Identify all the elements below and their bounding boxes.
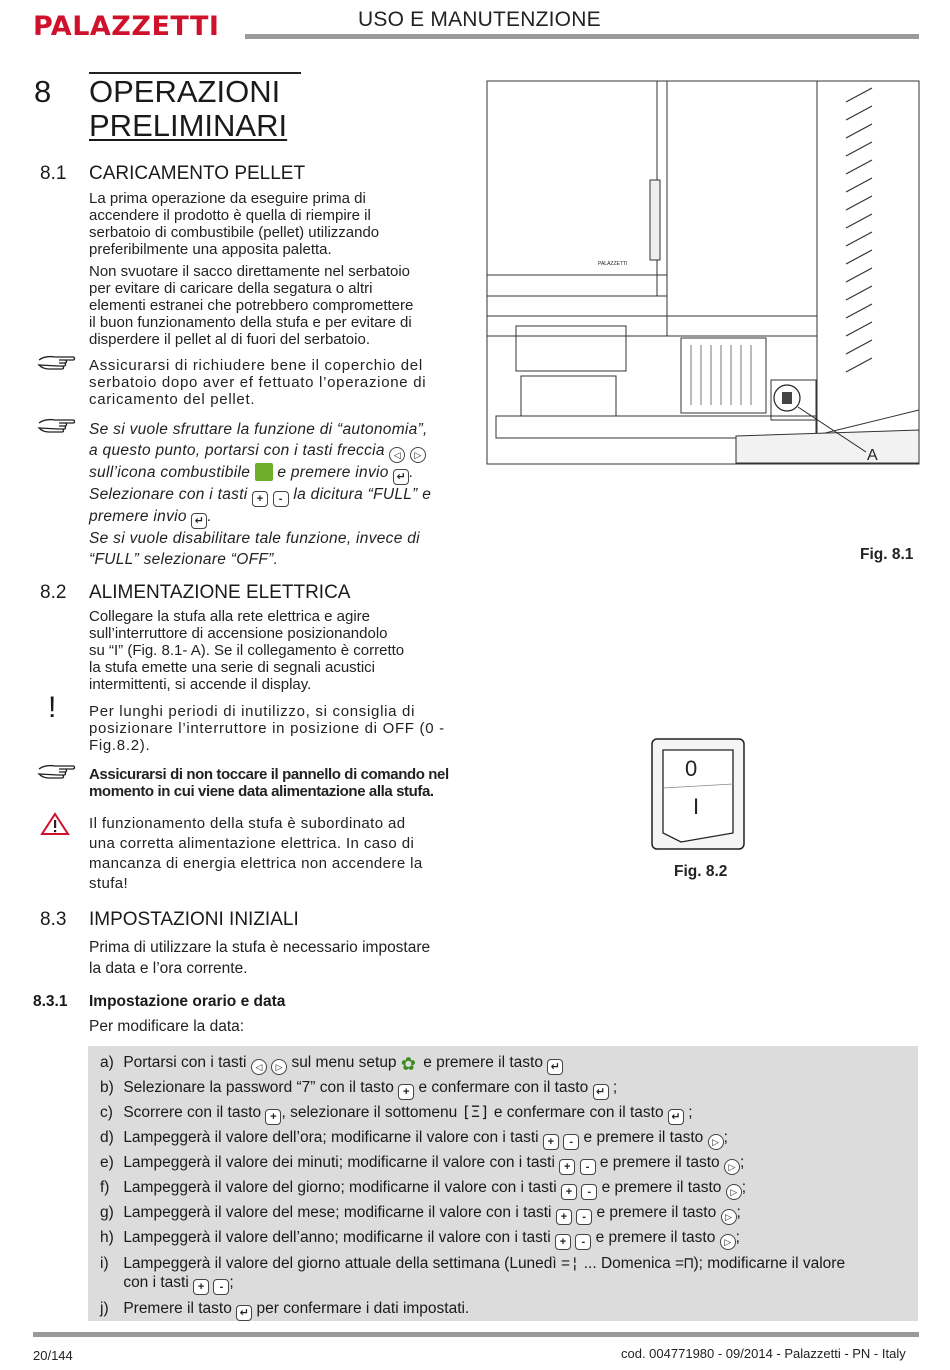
chapter-title [89, 75, 287, 143]
pointing-hand-icon [37, 415, 77, 437]
day-monday-icon: ¦ [570, 1254, 580, 1272]
enter-icon: ↵ [668, 1109, 684, 1125]
pointing-hand-icon [37, 352, 77, 374]
exclamation-icon: ! [48, 691, 57, 724]
enter-icon: ↵ [191, 513, 207, 529]
plus-icon: + [559, 1159, 575, 1175]
gear-icon: ✿ [400, 1054, 416, 1074]
section-title: ALIMENTAZIONE ELETTRICA [89, 582, 351, 603]
minus-icon: - [576, 1209, 592, 1225]
minus-icon: - [273, 491, 289, 507]
plus-icon: + [252, 491, 268, 507]
enter-icon: ↵ [393, 469, 409, 485]
chapter-number: 8 [34, 74, 52, 109]
switch-off-symbol: 0 [685, 756, 698, 781]
figure-caption: Fig. 8.2 [674, 863, 728, 880]
step-b: b) Selezionare la password “7” con il tasto + e confermare con il tasto ↵ ; [100, 1079, 618, 1098]
note-bold: Assicurarsi di non toccare il pannello di comando nel momento in cui viene data alimentazione alla stufa. [89, 766, 449, 800]
chapter-title-line1: OPERAZIONI [89, 74, 281, 109]
plus-icon: + [555, 1234, 571, 1250]
note-italic: Se si vuole sfruttare la funzione di “autonomia”, a questo punto, portarsi con i tasti freccia ◁ ▷ sull’icona combustibile e premere invio ↵ . Selezionare con i tasti + - la dicitura “FULL” e premere invio ↵ . [89, 421, 432, 527]
note-text: Assicurarsi di richiudere bene il coperchio del serbatoio dopo aver ef fettuato l’operazione di caricamento del pellet. [89, 357, 427, 408]
paragraph: Prima di utilizzare la stufa è necessario impostare la data e l’ora corrente. [89, 939, 431, 977]
enter-icon: ↵ [593, 1084, 609, 1100]
enter-icon: ↵ [236, 1305, 252, 1321]
paragraph: Non svuotare il sacco direttamente nel serbatoio per evitare di caricare della segatura o altri elementi estranei che potrebbero compromettere il buon funzionamento della stufa e per evitare di disperdere il pellet al di fuori del serbatoio. [89, 263, 414, 348]
plus-icon: + [398, 1084, 414, 1100]
document-code: cod. 004771980 - 09/2014 - Palazzetti - PN - Italy [621, 1346, 906, 1361]
arrow-right-icon: ▷ [410, 447, 426, 463]
plus-icon: + [193, 1279, 209, 1295]
warning-text: Per lunghi periodi di inutilizzo, si consiglia di posizionare l’interruttore in posizione di OFF (0 - Fig.8.2). [89, 703, 445, 754]
paragraph: La prima operazione da eseguire prima di accendere il prodotto è quella di riempire il serbatoio di combustibile (pellet) utilizzando preferibilmente una apposita paletta. [89, 190, 380, 258]
step-c: c) Scorrere con il tasto + , selezionare il sottomenu [Ξ] e confermare con il tasto ↵ ; [100, 1103, 693, 1123]
step-i: i) Lampeggerà il valore del giorno attuale della settimana (Lunedì =¦ ... Domenica =⊓); modificarne il valore con i tasti + - ; [100, 1254, 846, 1293]
day-sunday-icon: ⊓ [684, 1254, 694, 1272]
section-title: CARICAMENTO PELLET [89, 163, 306, 184]
plus-icon: + [265, 1109, 281, 1125]
subsection-intro: Per modificare la data: [89, 1018, 245, 1035]
step-a: a) Portarsi con i tasti ◁ ▷ sul menu setup ✿ e premere il tasto ↵ [100, 1053, 563, 1075]
plus-icon: + [543, 1134, 559, 1150]
arrow-right-icon: ▷ [726, 1184, 742, 1200]
subsection-title: Impostazione orario e data [89, 993, 286, 1010]
figure-caption: Fig. 8.1 [860, 546, 914, 563]
footer-rule [33, 1332, 919, 1337]
section-title: IMPOSTAZIONI INIZIALI [89, 909, 299, 930]
header-title: USO E MANUTENZIONE [358, 8, 601, 31]
minus-icon: - [580, 1159, 596, 1175]
power-switch-illustration [651, 738, 745, 850]
danger-icon [40, 812, 70, 836]
arrow-left-icon: ◁ [389, 447, 405, 463]
section-number: 8.1 [40, 163, 67, 184]
subsection-number: 8.3.1 [33, 993, 68, 1010]
brand-plate: PALAZZETTI [598, 261, 628, 267]
page-number: 20/144 [33, 1348, 73, 1363]
stove-illustration [486, 80, 920, 465]
chapter-title-line2: PRELIMINARI [89, 108, 288, 143]
step-j: j) Premere il tasto ↵ per confermare i dati impostati. [100, 1300, 470, 1319]
arrow-left-icon: ◁ [251, 1059, 267, 1075]
callout-a: A [867, 447, 878, 464]
fuel-icon [255, 463, 273, 481]
minus-icon: - [581, 1184, 597, 1200]
minus-icon: - [563, 1134, 579, 1150]
danger-text: Il funzionamento della stufa è subordinato ad una corretta alimentazione elettrica. In caso di mancanza di energia elettrica non accendere la stufa! [89, 815, 423, 892]
paragraph: Collegare la stufa alla rete elettrica e agire sull’interruttore di accensione posizionandolo su “I” (Fig. 8.1- A). Se il collegamento è corretto la stufa emette una serie di segnali acustici intermittenti, si accende il display. [89, 608, 405, 693]
step-d: d) Lampeggerà il valore dell’ora; modificarne il valore con i tasti + - e premere il tasto ▷ ; [100, 1129, 728, 1148]
arrow-right-icon: ▷ [724, 1159, 740, 1175]
section-number: 8.3 [40, 909, 67, 930]
enter-icon: ↵ [547, 1059, 563, 1075]
arrow-right-icon: ▷ [271, 1059, 287, 1075]
brand-logo: PALAZZETTI [33, 11, 220, 42]
pointing-hand-icon [37, 761, 77, 783]
plus-icon: + [561, 1184, 577, 1200]
submenu-clock-icon: [Ξ] [461, 1103, 490, 1121]
minus-icon: - [213, 1279, 229, 1295]
step-g: g) Lampeggerà il valore del mese; modificarne il valore con i tasti + - e premere il tasto ▷ ; [100, 1204, 741, 1223]
minus-icon: - [575, 1234, 591, 1250]
plus-icon: + [556, 1209, 572, 1225]
step-e: e) Lampeggerà il valore dei minuti; modificarne il valore con i tasti + - e premere il tasto ▷ ; [100, 1154, 745, 1173]
step-h: h) Lampeggerà il valore dell’anno; modificarne il valore con i tasti + - e premere il tasto ▷ ; [100, 1229, 740, 1248]
arrow-right-icon: ▷ [708, 1134, 724, 1150]
arrow-right-icon: ▷ [720, 1234, 736, 1250]
arrow-right-icon: ▷ [721, 1209, 737, 1225]
step-f: f) Lampeggerà il valore del giorno; modificarne il valore con i tasti + - e premere il tasto ▷ ; [100, 1179, 746, 1198]
note-italic: Se si vuole disabilitare tale funzione, invece di “FULL” selezionare “OFF”. [89, 530, 420, 568]
section-number: 8.2 [40, 582, 67, 603]
header-rule [245, 34, 919, 39]
switch-on-symbol: I [693, 794, 700, 819]
